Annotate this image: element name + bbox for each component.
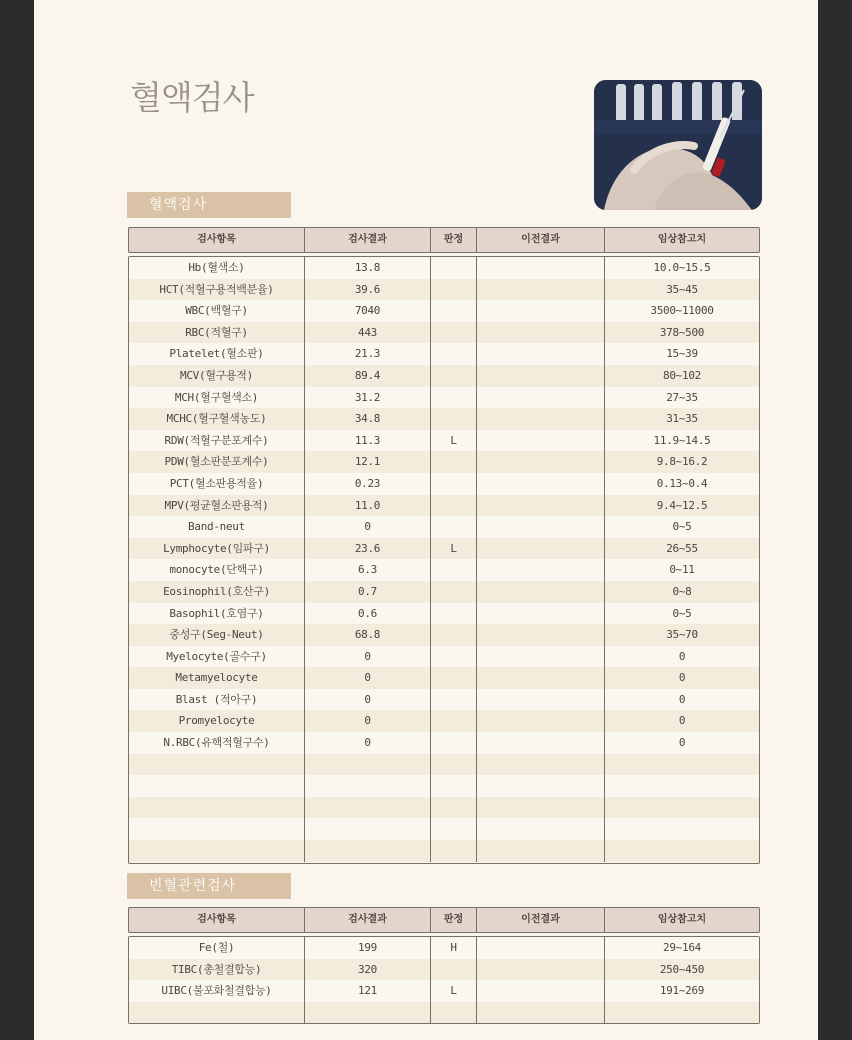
previous-result-cell (477, 322, 605, 344)
judgment-cell (431, 516, 477, 538)
previous-result-cell (477, 473, 605, 495)
reference-range-cell: 191~269 (659, 984, 705, 998)
test-item-cell: Metamyelocyte (129, 667, 305, 689)
anemia-table-body (128, 936, 760, 1024)
result-cell: 0.7 (305, 581, 431, 603)
test-item-cell: Fe(철) (129, 937, 305, 959)
result-cell: 0.6 (305, 603, 431, 625)
reference-range-cell (605, 775, 759, 797)
reference-range-cell (605, 754, 759, 776)
judgment-cell (431, 667, 477, 689)
reference-range-cell: 27~35 (666, 390, 698, 404)
anemia-table-header (128, 907, 760, 933)
blood-sample-photo (594, 80, 762, 210)
table-row (129, 343, 759, 365)
result-cell: 0 (305, 516, 431, 538)
table-row (129, 430, 759, 452)
table-row (129, 603, 759, 625)
table-row (129, 365, 759, 387)
table-row (129, 300, 759, 322)
test-item-cell (129, 775, 305, 797)
judgment-cell (431, 689, 477, 711)
header-test-item: 검사항목 (129, 908, 305, 932)
result-cell (305, 1002, 431, 1024)
table-row (129, 516, 759, 538)
test-item-cell: TIBC(총철결합능) (129, 959, 305, 981)
table-row (129, 754, 759, 776)
judgment-cell (431, 732, 477, 754)
previous-result-cell (477, 775, 605, 797)
judgment-cell: H (431, 937, 477, 959)
page-title: 혈액검사 (130, 78, 254, 117)
judgment-cell (431, 959, 477, 981)
reference-range-cell: 378~500 (659, 325, 705, 339)
reference-range-cell: 0 (678, 736, 686, 750)
previous-result-cell (477, 959, 605, 981)
result-cell: 39.6 (305, 279, 431, 301)
judgment-cell (431, 1002, 477, 1024)
judgment-cell (431, 322, 477, 344)
test-item-cell (129, 797, 305, 819)
judgment-cell (431, 343, 477, 365)
test-item-cell: N.RBC(유핵적혈구수) (129, 732, 305, 754)
header-previous-result: 이전결과 (477, 908, 605, 932)
result-cell: 23.6 (305, 538, 431, 560)
reference-range-cell (605, 818, 759, 840)
result-cell: 68.8 (305, 624, 431, 646)
test-item-cell (129, 840, 305, 862)
judgment-cell (431, 797, 477, 819)
result-cell: 320 (305, 959, 431, 981)
table-row (129, 473, 759, 495)
header-judgment: 판정 (431, 228, 477, 252)
reference-range-cell (605, 1002, 759, 1024)
reference-range-cell: 29~164 (663, 941, 701, 954)
result-cell: 0.23 (305, 473, 431, 495)
result-cell: 0 (305, 732, 431, 754)
result-cell: 6.3 (305, 559, 431, 581)
reference-range-cell: 80~102 (663, 368, 701, 382)
reference-range-cell: 9.4~12.5 (656, 498, 708, 512)
judgment-cell: L (431, 430, 477, 452)
judgment-cell (431, 818, 477, 840)
judgment-cell (431, 624, 477, 646)
result-cell: 12.1 (305, 451, 431, 473)
result-cell (305, 818, 431, 840)
table-row (129, 689, 759, 711)
judgment-cell (431, 559, 477, 581)
previous-result-cell (477, 495, 605, 517)
reference-range-cell: 0 (678, 649, 686, 663)
test-item-cell: HCT(적혈구용적백분율) (129, 279, 305, 301)
table-row (129, 1002, 759, 1024)
section-tab-blood-test: 혈액검사 (127, 192, 291, 218)
reference-range-cell: 0 (678, 714, 686, 728)
table-row (129, 387, 759, 409)
test-item-cell: PCT(혈소판용적율) (129, 473, 305, 495)
test-item-cell: Lymphocyte(임파구) (129, 538, 305, 560)
test-item-cell: Band-neut (129, 516, 305, 538)
reference-range-cell: 11.9~14.5 (653, 433, 711, 447)
previous-result-cell (477, 343, 605, 365)
test-item-cell: MCHC(혈구혈색농도) (129, 408, 305, 430)
previous-result-cell (477, 689, 605, 711)
previous-result-cell (477, 797, 605, 819)
header-result: 검사결과 (305, 228, 431, 252)
table-row (129, 797, 759, 819)
reference-range-cell: 35~70 (666, 628, 698, 642)
table-row (129, 581, 759, 603)
previous-result-cell (477, 603, 605, 625)
table-row (129, 959, 759, 981)
result-cell (305, 754, 431, 776)
judgment-cell (431, 581, 477, 603)
table-row (129, 646, 759, 668)
report-page (34, 0, 818, 1040)
reference-range-cell: 15~39 (666, 347, 698, 361)
previous-result-cell (477, 516, 605, 538)
judgment-cell (431, 300, 477, 322)
table-row (129, 559, 759, 581)
reference-range-cell: 0~8 (672, 584, 692, 598)
test-item-cell (129, 754, 305, 776)
previous-result-cell (477, 980, 605, 1002)
test-item-cell: Eosinophil(호산구) (129, 581, 305, 603)
reference-range-cell: 0 (678, 692, 686, 706)
previous-result-cell (477, 754, 605, 776)
previous-result-cell (477, 1002, 605, 1024)
reference-range-cell: 9.8~16.2 (656, 455, 708, 469)
reference-range-cell (605, 840, 759, 862)
previous-result-cell (477, 624, 605, 646)
reference-range-cell: 0~11 (669, 563, 695, 577)
test-item-cell: MCV(혈구용적) (129, 365, 305, 387)
test-item-cell: WBC(백혈구) (129, 300, 305, 322)
judgment-cell (431, 451, 477, 473)
previous-result-cell (477, 840, 605, 862)
result-cell: 0 (305, 710, 431, 732)
reference-range-cell: 10.0~15.5 (653, 261, 711, 274)
previous-result-cell (477, 365, 605, 387)
previous-result-cell (477, 732, 605, 754)
table-row (129, 279, 759, 301)
previous-result-cell (477, 937, 605, 959)
judgment-cell (431, 365, 477, 387)
previous-result-cell (477, 667, 605, 689)
judgment-cell (431, 257, 477, 279)
test-item-cell: monocyte(단핵구) (129, 559, 305, 581)
test-item-cell: Promyelocyte (129, 710, 305, 732)
result-cell (305, 797, 431, 819)
reference-range-cell: 250~450 (659, 962, 705, 976)
judgment-cell (431, 473, 477, 495)
judgment-cell (431, 754, 477, 776)
reference-range-cell: 26~55 (666, 541, 698, 555)
judgment-cell (431, 408, 477, 430)
table-row (129, 624, 759, 646)
table-row (129, 257, 759, 279)
result-cell: 21.3 (305, 343, 431, 365)
header-reference-range: 임상참고치 (657, 234, 707, 245)
header-previous-result: 이전결과 (477, 228, 605, 252)
previous-result-cell (477, 710, 605, 732)
test-item-cell: Basophil(호염구) (129, 603, 305, 625)
test-item-cell: Platelet(혈소판) (129, 343, 305, 365)
table-row (129, 451, 759, 473)
table-row (129, 732, 759, 754)
reference-range-cell: 31~35 (666, 412, 698, 426)
result-cell: 0 (305, 689, 431, 711)
table-row (129, 667, 759, 689)
result-cell: 89.4 (305, 365, 431, 387)
header-test-item: 검사항목 (129, 228, 305, 252)
result-cell: 443 (305, 322, 431, 344)
result-cell: 13.8 (305, 257, 431, 279)
test-item-cell (129, 1002, 305, 1024)
previous-result-cell (477, 451, 605, 473)
result-cell: 34.8 (305, 408, 431, 430)
test-item-cell: RBC(적혈구) (129, 322, 305, 344)
reference-range-cell: 0~5 (672, 520, 692, 534)
test-item-cell: RDW(적혈구분포계수) (129, 430, 305, 452)
test-item-cell (129, 818, 305, 840)
result-cell: 11.0 (305, 495, 431, 517)
judgment-cell (431, 387, 477, 409)
previous-result-cell (477, 581, 605, 603)
result-cell: 121 (305, 980, 431, 1002)
table-row (129, 840, 759, 862)
test-item-cell: UIBC(불포화철결합능) (129, 980, 305, 1002)
table-row (129, 408, 759, 430)
reference-range-cell: 0 (678, 671, 686, 685)
test-item-cell: Blast (적아구) (129, 689, 305, 711)
previous-result-cell (477, 257, 605, 279)
judgment-cell (431, 710, 477, 732)
judgment-cell (431, 495, 477, 517)
result-cell: 31.2 (305, 387, 431, 409)
judgment-cell (431, 840, 477, 862)
header-result: 검사결과 (305, 908, 431, 932)
previous-result-cell (477, 559, 605, 581)
table-row (129, 818, 759, 840)
header-judgment: 판정 (431, 908, 477, 932)
result-cell (305, 840, 431, 862)
result-cell: 7040 (305, 300, 431, 322)
previous-result-cell (477, 430, 605, 452)
result-cell: 199 (305, 937, 431, 959)
blood-table-header (128, 227, 760, 253)
test-item-cell: PDW(혈소판분포계수) (129, 451, 305, 473)
judgment-cell (431, 775, 477, 797)
table-row (129, 322, 759, 344)
result-cell: 0 (305, 667, 431, 689)
test-item-cell: 중성구(Seg-Neut) (129, 624, 305, 646)
table-row (129, 775, 759, 797)
previous-result-cell (477, 818, 605, 840)
test-item-cell: Myelocyte(골수구) (129, 646, 305, 668)
previous-result-cell (477, 408, 605, 430)
section-tab-anemia-test: 빈혈관련검사 (127, 873, 291, 899)
result-cell (305, 775, 431, 797)
previous-result-cell (477, 279, 605, 301)
previous-result-cell (477, 646, 605, 668)
previous-result-cell (477, 387, 605, 409)
table-row (129, 710, 759, 732)
result-cell: 0 (305, 646, 431, 668)
judgment-cell (431, 603, 477, 625)
header-reference-range: 임상참고치 (657, 914, 707, 925)
reference-range-cell: 0.13~0.4 (656, 476, 708, 490)
result-cell: 11.3 (305, 430, 431, 452)
test-item-cell: MCH(혈구혈색소) (129, 387, 305, 409)
table-row (129, 538, 759, 560)
judgment-cell (431, 279, 477, 301)
photo-image (594, 80, 762, 210)
test-item-cell: MPV(평균혈소판용적) (129, 495, 305, 517)
reference-range-cell: 0~5 (672, 606, 692, 620)
table-row (129, 980, 759, 1002)
reference-range-cell: 3500~11000 (650, 304, 714, 318)
judgment-cell: L (431, 538, 477, 560)
judgment-cell (431, 646, 477, 668)
previous-result-cell (477, 538, 605, 560)
blood-table-body (128, 256, 760, 864)
previous-result-cell (477, 300, 605, 322)
judgment-cell: L (431, 980, 477, 1002)
test-item-cell: Hb(혈색소) (129, 257, 305, 279)
table-row (129, 495, 759, 517)
table-row (129, 937, 759, 959)
reference-range-cell (605, 797, 759, 819)
reference-range-cell: 35~45 (666, 282, 698, 296)
